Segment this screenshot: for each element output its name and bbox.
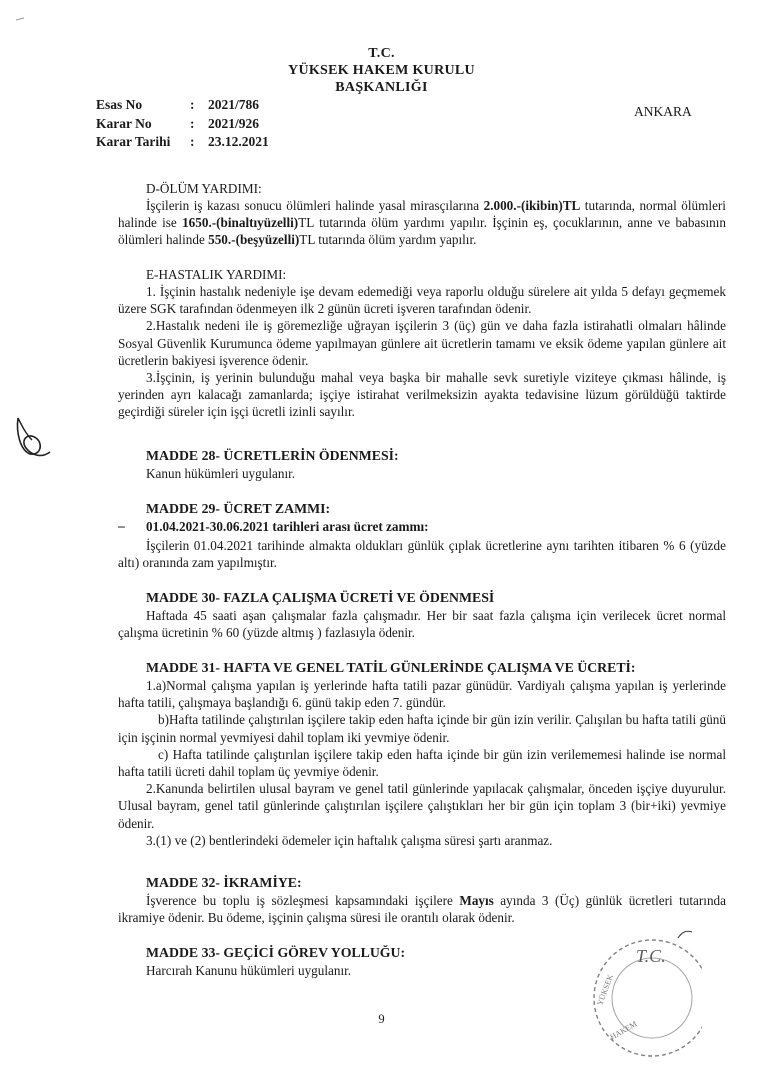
corner-mark [14,12,44,24]
article-32-heading: MADDE 32- İKRAMİYE: [146,875,302,890]
colon: : [190,115,195,131]
decision-date-value: 23.12.2021 [208,134,269,149]
header-institution: YÜKSEK HAKEM KURULU [288,63,475,78]
article-29-text: İşçilerin 01.04.2021 tarihinde almakta oldukları günlük çıplak ücretlerine aynı tarihten itibaren % 6 (yüzde altı) oranında zam yapılmıştır. [118,538,726,571]
handwritten-initial [12,410,54,462]
sickness-aid-item-1: 1. İşçinin hastalık nedeniyle işe devam edemediği veya raporlu olduğu sürelere ait yılda 5 defayı geçmemek üzere SGK tarafından ödenmeyen ilk 2 günün ücreti işveren tarafından ödenir. [118,284,726,317]
sickness-aid-heading: E-HASTALIK YARDIMI: [146,267,287,282]
death-aid-text-4: TL tutarında ölüm yardım yapılır. [299,232,477,248]
article-31-body [118,677,726,849]
decision-date-row [96,133,269,152]
decision-date-label: Karar Tarihi [96,134,171,149]
case-no-value: 2021/786 [208,97,260,112]
article-29-paragraph [118,537,726,571]
article-28-heading: MADDE 28- ÜCRETLERİN ÖDENMESİ: [146,448,399,463]
article-31-item-1b: b)Hafta tatilinde çalıştırılan işçilere takip eden hafta içinde bir gün izin verilir. Çalışılan bu hafta tatili günü için işçinin normal yevmiyesi dahil toplam iki yevmiye ödenir. [118,712,726,745]
death-aid-text-3: TL tutarında ölüm yardımı yapılır. İşçinin eş, çocuklarının, anne ve babasının ölümleri halinde [118,215,726,248]
article-30-text: Haftada 45 saati aşan çalışmalar fazla çalışmadır. Her bir saat fazla çalışma için verilecek ücret normal çalışma ücretinin % 60 (yüzde altmış ) fazlasıyla ödenir. [118,608,726,641]
article-30-paragraph [118,607,726,641]
article-32-text-1: İşverence bu toplu iş sözleşmesi kapsamındaki işçilere [146,893,460,908]
article-32-paragraph [118,892,726,926]
death-aid-amount-1: 2.000.-(ikibin)TL [483,198,581,213]
page-number: 9 [378,1012,385,1026]
header-tc: T.C. [368,46,395,61]
article-30-heading: MADDE 30- FAZLA ÇALIŞMA ÜCRETİ VE ÖDENMESİ [146,590,495,605]
colon: : [190,134,195,149]
official-stamp [582,928,702,1068]
death-aid-text-1: İşçilerin iş kazası sonucu ölümleri halinde yasal mirasçılarına [146,198,484,213]
decision-no-label: Karar No [96,115,152,131]
death-aid-amount-2: 1650.-(binaltıyüzelli) [182,215,299,231]
article-28-text: Kanun hükümleri uygulanır. [146,466,296,481]
article-32-text-2: ayında 3 (Üç) günlük ücretleri tutarında ikramiye ödenir. Bu ödeme, işçinin çalışma süresi ile orantılı olarak ödenir. [118,893,726,926]
header-office: BAŞKANLIĞI [335,80,428,95]
article-32-month: Mayıs [459,893,494,908]
sickness-aid-item-2: 2.Hastalık nedeni ile iş göremezliğe uğrayan işçilerin 3 (üç) gün ve daha fazla istirahatli olmaları hâlinde Sosyal Güvenlik Kurumunca ödeme yapılmayan günlere ait ücretlerin tamamı ve eksik ödeme yapılan günlere ait ücretlerin bakiyesi işverence ödenir. [118,318,726,368]
article-31-item-1c: c) Hafta tatilinde çalıştırılan işçilere takip eden hafta içinde bir gün izin verilememesi halinde ise normal hafta tatili ücreti dahil toplam üç yevmiye ödenir. [118,746,726,780]
article-29-subheading: 01.04.2021-30.06.2021 tarihleri arası ücret zammı: [146,519,429,534]
death-aid-heading: D-ÖLÜM YARDIMI: [146,181,262,196]
decision-no-row [96,115,269,134]
article-33-heading: MADDE 33- GEÇİCİ GÖREV YOLLUĞU: [146,945,406,960]
article-31-item-2: 2.Kanunda belirtilen ulusal bayram ve genel tatil günlerinde yapılacak çalışmalar, önceden işçiye duyurulur. Ulusal bayram, genel tatil günlerinde çalıştırılan işçilere çalıştıkları her bir gün için toplam 3 (bir+iki) yevmiye ödenir. [118,781,726,831]
svg-text:YÜKSEK: YÜKSEK [595,973,615,1007]
death-aid-paragraph [118,197,726,249]
sickness-aid-body [118,283,726,421]
case-no-label: Esas No [96,97,143,112]
decision-no-value: 2021/926 [208,115,260,131]
svg-text:HAKEM: HAKEM [608,1019,639,1042]
case-info [96,96,269,152]
article-33-text: Harcırah Kanunu hükümleri uygulanır. [146,963,352,978]
case-no-row [96,96,269,115]
colon: : [190,97,195,112]
svg-text:T.C.: T.C. [636,946,666,966]
death-aid-amount-3: 550.-(beşyüzelli) [208,232,300,248]
article-29-heading: MADDE 29- ÜCRET ZAMMI: [146,501,331,516]
death-aid-text-2: tutarında, normal ölümleri halinde ise [118,198,726,231]
article-31-heading: MADDE 31- HAFTA VE GENEL TATİL GÜNLERİNDE ÇALIŞMA VE ÜCRETİ: [146,660,636,675]
article-31-item-1a: 1.a)Normal çalışma yapılan iş yerlerinde hafta tatili pazar günüdür. Vardiyalı çalışma yapılan iş yerlerinde hafta tatili, çalışmaya başlandığı 6. günü takip eden 7. gündür. [118,678,726,711]
list-dash: – [118,518,125,533]
article-31-item-3: 3.(1) ve (2) bentlerindeki ödemeler için haftalık çalışma süresi şartı aranmaz. [146,832,553,848]
sickness-aid-item-3: 3.İşçinin, iş yerinin bulunduğu mahal veya başka bir mahalle sevk suretiyle viziteye çıkması hâlinde, iş yerinden ayrı kalacağı zamanlarda; işçiye istirahat verilmeksizin ayakta tedavisine lüzum görüldüğü taktirde geçirdiği süreler için işçi ücretli izinli sayılır. [118,370,726,420]
city: ANKARA [634,104,692,119]
